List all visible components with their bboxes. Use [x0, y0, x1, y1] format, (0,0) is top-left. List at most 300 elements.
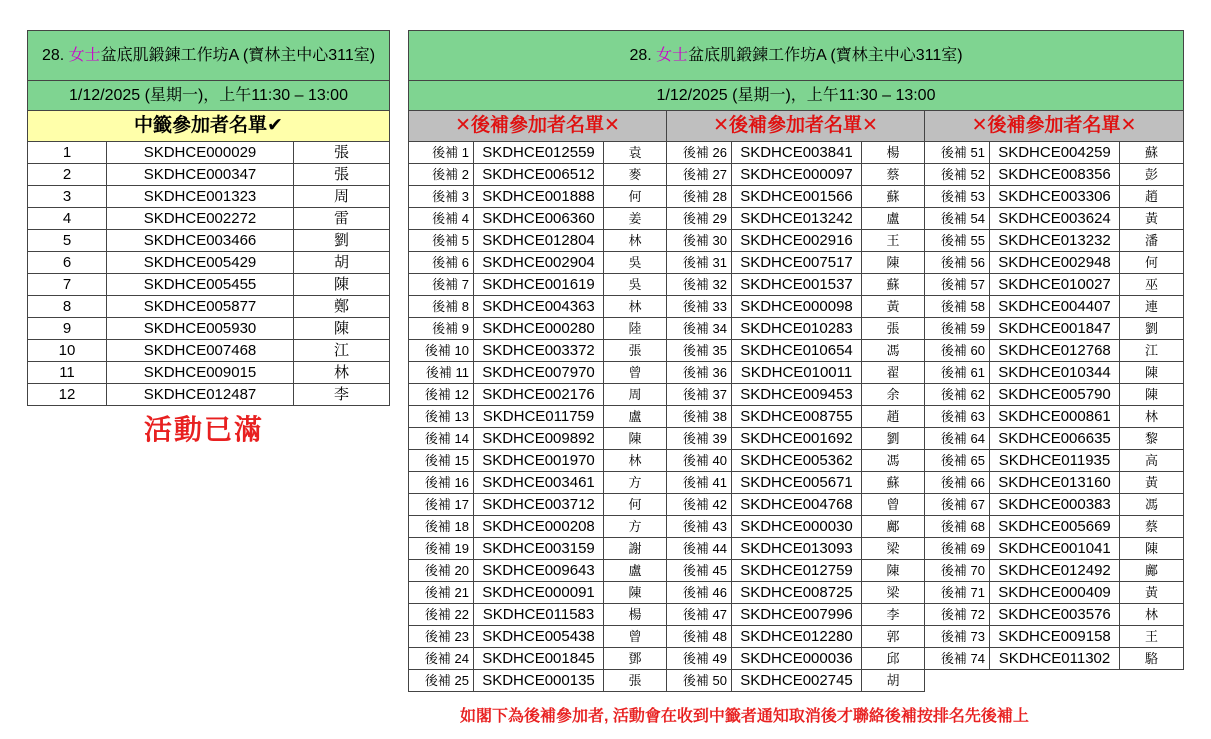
waitlist-number: 後補 61: [925, 362, 990, 384]
row-number: 6: [28, 252, 107, 274]
member-id: SKDHCE010344: [990, 362, 1120, 384]
surname: 余: [862, 384, 925, 406]
member-id: SKDHCE010283: [732, 318, 862, 340]
waitlist-heading-1: ✕後補參加者名單✕: [409, 111, 667, 142]
surname: 黃: [1120, 208, 1184, 230]
waitlist-number: 後補 50: [667, 670, 732, 692]
surname: 連: [1120, 296, 1184, 318]
waitlist-number: 後補 39: [667, 428, 732, 450]
waitlist-number: 後補 15: [409, 450, 474, 472]
waitlist-number: 後補 52: [925, 164, 990, 186]
surname: 駱: [1120, 648, 1184, 670]
member-id: SKDHCE003159: [474, 538, 604, 560]
surname: 王: [862, 230, 925, 252]
cross-icon: ✕: [862, 115, 878, 136]
row-number: 2: [28, 164, 107, 186]
surname: 李: [294, 384, 390, 406]
cross-icon: ✕: [971, 115, 988, 136]
table-row: [409, 164, 1184, 186]
row-number: 10: [28, 340, 107, 362]
member-id: SKDHCE012487: [107, 384, 294, 406]
member-id: SKDHCE011935: [990, 450, 1120, 472]
surname: 劉: [294, 230, 390, 252]
row-number: 12: [28, 384, 107, 406]
table-row: [28, 252, 390, 274]
member-id: SKDHCE000280: [474, 318, 604, 340]
waitlist-number: 後補 18: [409, 516, 474, 538]
member-id: SKDHCE008725: [732, 582, 862, 604]
surname: 高: [1120, 450, 1184, 472]
surname: 鄺: [862, 516, 925, 538]
surname: 袁: [604, 142, 667, 164]
waitlist-number: 後補 16: [409, 472, 474, 494]
surname: 陳: [1120, 362, 1184, 384]
surname: 盧: [862, 208, 925, 230]
member-id: SKDHCE012280: [732, 626, 862, 648]
surname: 陳: [294, 318, 390, 340]
table-row: [28, 296, 390, 318]
waitlist-number: 後補 71: [925, 582, 990, 604]
surname: 何: [604, 186, 667, 208]
member-id: SKDHCE013160: [990, 472, 1120, 494]
surname: 馮: [862, 340, 925, 362]
row-number: 3: [28, 186, 107, 208]
surname: 馮: [862, 450, 925, 472]
member-id: SKDHCE000135: [474, 670, 604, 692]
table-row: [28, 208, 390, 230]
waitlist-heading-3: ✕後補參加者名單✕: [925, 111, 1184, 142]
waitlist-number: 後補 28: [667, 186, 732, 208]
member-id: SKDHCE009643: [474, 560, 604, 582]
table-row: [409, 142, 1184, 164]
member-id: SKDHCE003372: [474, 340, 604, 362]
waitlist-number: 後補 20: [409, 560, 474, 582]
surname: 蘇: [862, 186, 925, 208]
member-id: SKDHCE005671: [732, 472, 862, 494]
member-id: SKDHCE001323: [107, 186, 294, 208]
member-id: SKDHCE010027: [990, 274, 1120, 296]
empty-cell: [925, 670, 1184, 692]
member-id: SKDHCE002272: [107, 208, 294, 230]
member-id: SKDHCE000098: [732, 296, 862, 318]
surname: 翟: [862, 362, 925, 384]
waitlist-number: 後補 47: [667, 604, 732, 626]
member-id: SKDHCE000029: [107, 142, 294, 164]
surname: 方: [604, 472, 667, 494]
member-id: SKDHCE005877: [107, 296, 294, 318]
waitlist-number: 後補 49: [667, 648, 732, 670]
table-row: [409, 230, 1184, 252]
waitlist-number: 後補 45: [667, 560, 732, 582]
surname: 林: [604, 230, 667, 252]
member-id: SKDHCE012559: [474, 142, 604, 164]
table-row: [409, 362, 1184, 384]
member-id: SKDHCE004259: [990, 142, 1120, 164]
surname: 胡: [294, 252, 390, 274]
surname: 黃: [1120, 472, 1184, 494]
member-id: SKDHCE001692: [732, 428, 862, 450]
waitlist-number: 後補 17: [409, 494, 474, 516]
member-id: SKDHCE003712: [474, 494, 604, 516]
member-id: SKDHCE001847: [990, 318, 1120, 340]
surname: 陳: [1120, 384, 1184, 406]
waitlist-number: 後補 34: [667, 318, 732, 340]
waitlist-number: 後補 32: [667, 274, 732, 296]
waitlist-number: 後補 73: [925, 626, 990, 648]
waitlist-number: 後補 37: [667, 384, 732, 406]
surname: 姜: [604, 208, 667, 230]
member-id: SKDHCE000030: [732, 516, 862, 538]
surname: 張: [294, 164, 390, 186]
cross-icon: ✕: [604, 115, 620, 136]
waitlist-number: 後補 41: [667, 472, 732, 494]
member-id: SKDHCE009015: [107, 362, 294, 384]
surname: 李: [862, 604, 925, 626]
waitlist-number: 後補 5: [409, 230, 474, 252]
surname: 曾: [862, 494, 925, 516]
surname: 趙: [1120, 186, 1184, 208]
member-id: SKDHCE000097: [732, 164, 862, 186]
surname: 彭: [1120, 164, 1184, 186]
member-id: SKDHCE013232: [990, 230, 1120, 252]
waitlist-number: 後補 56: [925, 252, 990, 274]
table-row: [28, 186, 390, 208]
member-id: SKDHCE012759: [732, 560, 862, 582]
table-row: [409, 406, 1184, 428]
member-id: SKDHCE005429: [107, 252, 294, 274]
surname: 何: [604, 494, 667, 516]
surname: 周: [604, 384, 667, 406]
waitlist-number: 後補 25: [409, 670, 474, 692]
table-row: [409, 670, 1184, 692]
surname: 盧: [604, 560, 667, 582]
waitlist-number: 後補 64: [925, 428, 990, 450]
surname: 周: [294, 186, 390, 208]
member-id: SKDHCE000091: [474, 582, 604, 604]
member-id: SKDHCE003576: [990, 604, 1120, 626]
table-row: [409, 626, 1184, 648]
member-id: SKDHCE000347: [107, 164, 294, 186]
member-id: SKDHCE004407: [990, 296, 1120, 318]
table-row: [28, 274, 390, 296]
member-id: SKDHCE005438: [474, 626, 604, 648]
table-row: [28, 340, 390, 362]
surname: 蘇: [862, 472, 925, 494]
table-row: [409, 186, 1184, 208]
row-number: 8: [28, 296, 107, 318]
row-number: 9: [28, 318, 107, 340]
table-row: [409, 472, 1184, 494]
waitlist-number: 後補 54: [925, 208, 990, 230]
member-id: SKDHCE001566: [732, 186, 862, 208]
table-row: [28, 384, 390, 406]
table-row: [409, 318, 1184, 340]
member-id: SKDHCE010654: [732, 340, 862, 362]
selected-rows: [28, 142, 390, 406]
waitlist-number: 後補 68: [925, 516, 990, 538]
waitlist-event-date: 1/12/2025 (星期一)，上午11:30 – 13:00: [409, 81, 1184, 111]
member-id: SKDHCE003306: [990, 186, 1120, 208]
member-id: SKDHCE010011: [732, 362, 862, 384]
waitlist-number: 後補 29: [667, 208, 732, 230]
surname: 林: [604, 296, 667, 318]
member-id: SKDHCE001619: [474, 274, 604, 296]
waitlist-number: 後補 60: [925, 340, 990, 362]
surname: 張: [294, 142, 390, 164]
cross-icon: ✕: [455, 115, 471, 136]
waitlist-number: 後補 36: [667, 362, 732, 384]
surname: 林: [1120, 406, 1184, 428]
member-id: SKDHCE006360: [474, 208, 604, 230]
member-id: SKDHCE006512: [474, 164, 604, 186]
waitlist-number: 後補 19: [409, 538, 474, 560]
surname: 鄺: [1120, 560, 1184, 582]
surname: 巫: [1120, 274, 1184, 296]
surname: 劉: [862, 428, 925, 450]
surname: 陳: [294, 274, 390, 296]
surname: 林: [604, 450, 667, 472]
surname: 吳: [604, 252, 667, 274]
member-id: SKDHCE008356: [990, 164, 1120, 186]
member-id: SKDHCE013093: [732, 538, 862, 560]
surname: 劉: [1120, 318, 1184, 340]
waitlist-table: [408, 30, 1184, 692]
waitlist-number: 後補 1: [409, 142, 474, 164]
member-id: SKDHCE002904: [474, 252, 604, 274]
surname: 馮: [1120, 494, 1184, 516]
selected-participants-table: [27, 30, 390, 406]
member-id: SKDHCE001041: [990, 538, 1120, 560]
waitlist-number: 後補 22: [409, 604, 474, 626]
surname: 謝: [604, 538, 667, 560]
surname: 陳: [1120, 538, 1184, 560]
member-id: SKDHCE005362: [732, 450, 862, 472]
waitlist-number: 後補 4: [409, 208, 474, 230]
member-id: SKDHCE000409: [990, 582, 1120, 604]
member-id: SKDHCE003841: [732, 142, 862, 164]
waitlist-number: 後補 65: [925, 450, 990, 472]
cross-icon: ✕: [1120, 115, 1137, 136]
surname: 陳: [604, 428, 667, 450]
waitlist-number: 後補 66: [925, 472, 990, 494]
row-number: 1: [28, 142, 107, 164]
surname: 蔡: [862, 164, 925, 186]
waitlist-number: 後補 33: [667, 296, 732, 318]
surname: 何: [1120, 252, 1184, 274]
waitlist-number: 後補 72: [925, 604, 990, 626]
surname: 鄭: [294, 296, 390, 318]
waitlist-number: 後補 69: [925, 538, 990, 560]
surname: 方: [604, 516, 667, 538]
waitlist-number: 後補 51: [925, 142, 990, 164]
waitlist-number: 後補 31: [667, 252, 732, 274]
member-id: SKDHCE005930: [107, 318, 294, 340]
waitlist-number: 後補 3: [409, 186, 474, 208]
waitlist-number: 後補 55: [925, 230, 990, 252]
table-row: [409, 274, 1184, 296]
waitlist-event-title: 28. 女士盆底肌鍛鍊工作坊A (寶林主中心311室): [409, 31, 1184, 81]
table-row: [409, 384, 1184, 406]
member-id: SKDHCE001970: [474, 450, 604, 472]
member-id: SKDHCE000208: [474, 516, 604, 538]
member-id: SKDHCE000861: [990, 406, 1120, 428]
member-id: SKDHCE012492: [990, 560, 1120, 582]
surname: 江: [1120, 340, 1184, 362]
member-id: SKDHCE000036: [732, 648, 862, 670]
surname: 林: [294, 362, 390, 384]
surname: 黎: [1120, 428, 1184, 450]
member-id: SKDHCE002948: [990, 252, 1120, 274]
waitlist-number: 後補 58: [925, 296, 990, 318]
surname: 陸: [604, 318, 667, 340]
check-icon: ✔: [267, 115, 283, 136]
waitlist-number: 後補 63: [925, 406, 990, 428]
waitlist-number: 後補 11: [409, 362, 474, 384]
surname: 郭: [862, 626, 925, 648]
waitlist-number: 後補 44: [667, 538, 732, 560]
waitlist-number: 後補 70: [925, 560, 990, 582]
table-row: [409, 582, 1184, 604]
member-id: SKDHCE004363: [474, 296, 604, 318]
waitlist-heading-2: ✕後補參加者名單✕: [667, 111, 925, 142]
member-id: SKDHCE001888: [474, 186, 604, 208]
waitlist-number: 後補 62: [925, 384, 990, 406]
surname: 麥: [604, 164, 667, 186]
member-id: SKDHCE002745: [732, 670, 862, 692]
table-row: [28, 142, 390, 164]
table-row: [409, 208, 1184, 230]
table-row: [409, 648, 1184, 670]
member-id: SKDHCE007970: [474, 362, 604, 384]
member-id: SKDHCE006635: [990, 428, 1120, 450]
surname: 潘: [1120, 230, 1184, 252]
waitlist-number: 後補 53: [925, 186, 990, 208]
member-id: SKDHCE002176: [474, 384, 604, 406]
event-number: 28.: [41, 47, 65, 64]
waitlist-number: 後補 21: [409, 582, 474, 604]
row-number: 5: [28, 230, 107, 252]
waitlist-number: 後補 27: [667, 164, 732, 186]
table-row: [28, 164, 390, 186]
member-id: SKDHCE009158: [990, 626, 1120, 648]
member-id: SKDHCE009892: [474, 428, 604, 450]
waitlist-number: 後補 6: [409, 252, 474, 274]
waitlist-number: 後補 7: [409, 274, 474, 296]
event-full-notice: 活動已滿: [144, 414, 265, 445]
row-number: 4: [28, 208, 107, 230]
member-id: SKDHCE013242: [732, 208, 862, 230]
member-id: SKDHCE007468: [107, 340, 294, 362]
table-row: [409, 604, 1184, 626]
member-id: SKDHCE008755: [732, 406, 862, 428]
member-id: SKDHCE002916: [732, 230, 862, 252]
surname: 蔡: [1120, 516, 1184, 538]
waitlist-number: 後補 13: [409, 406, 474, 428]
surname: 黃: [1120, 582, 1184, 604]
member-id: SKDHCE011583: [474, 604, 604, 626]
table-row: [409, 450, 1184, 472]
waitlist-number: 後補 26: [667, 142, 732, 164]
surname: 邱: [862, 648, 925, 670]
waitlist-number: 後補 14: [409, 428, 474, 450]
surname: 王: [1120, 626, 1184, 648]
surname: 楊: [604, 604, 667, 626]
event-title: [28, 31, 390, 81]
row-number: 11: [28, 362, 107, 384]
member-id: SKDHCE001845: [474, 648, 604, 670]
surname: 張: [604, 340, 667, 362]
table-row: [409, 494, 1184, 516]
surname: 陳: [862, 252, 925, 274]
waitlist-number: 後補 9: [409, 318, 474, 340]
waitlist-number: 後補 46: [667, 582, 732, 604]
surname: 陳: [862, 560, 925, 582]
waitlist-number: 後補 57: [925, 274, 990, 296]
table-row: [409, 340, 1184, 362]
surname: 盧: [604, 406, 667, 428]
waitlist-number: 後補 10: [409, 340, 474, 362]
waitlist-number: 後補 38: [667, 406, 732, 428]
waitlist-number: 後補 12: [409, 384, 474, 406]
surname: 鄧: [604, 648, 667, 670]
event-title-rest: 盆底肌鍛鍊工作坊A (寶林主中心311室): [100, 47, 376, 64]
surname: 蘇: [862, 274, 925, 296]
table-row: [409, 560, 1184, 582]
surname: 梁: [862, 538, 925, 560]
member-id: SKDHCE012768: [990, 340, 1120, 362]
waitlist-number: 後補 24: [409, 648, 474, 670]
member-id: SKDHCE012804: [474, 230, 604, 252]
surname: 雷: [294, 208, 390, 230]
cross-icon: ✕: [713, 115, 729, 136]
waitlist-number: 後補 35: [667, 340, 732, 362]
member-id: SKDHCE004768: [732, 494, 862, 516]
member-id: SKDHCE007517: [732, 252, 862, 274]
waitlist-number: 後補 74: [925, 648, 990, 670]
waitlist-number: 後補 59: [925, 318, 990, 340]
waitlist-number: 後補 43: [667, 516, 732, 538]
waitlist-note: 如閣下為後補參加者, 活動會在收到中籤者通知取消後才聯絡後補按排名先後補上: [460, 708, 1029, 725]
member-id: SKDHCE001537: [732, 274, 862, 296]
surname: 黃: [862, 296, 925, 318]
member-id: SKDHCE003461: [474, 472, 604, 494]
table-row: [28, 362, 390, 384]
event-date: 1/12/2025 (星期一)，上午11:30 – 13:00: [28, 81, 390, 111]
event-title-highlight: 女士: [68, 47, 101, 64]
selected-heading: 中籤參加者名單✔: [28, 111, 390, 142]
surname: 陳: [604, 582, 667, 604]
waitlist-number: 後補 30: [667, 230, 732, 252]
surname: 張: [604, 670, 667, 692]
surname: 曾: [604, 362, 667, 384]
member-id: SKDHCE003624: [990, 208, 1120, 230]
surname: 張: [862, 318, 925, 340]
member-id: SKDHCE011759: [474, 406, 604, 428]
table-row: [409, 516, 1184, 538]
surname: 蘇: [1120, 142, 1184, 164]
waitlist-number: 後補 40: [667, 450, 732, 472]
member-id: SKDHCE000383: [990, 494, 1120, 516]
table-row: [409, 252, 1184, 274]
table-row: [409, 296, 1184, 318]
waitlist-number: 後補 8: [409, 296, 474, 318]
table-row: [409, 428, 1184, 450]
waitlist-number: 後補 48: [667, 626, 732, 648]
member-id: SKDHCE007996: [732, 604, 862, 626]
member-id: SKDHCE005455: [107, 274, 294, 296]
table-row: [28, 230, 390, 252]
member-id: SKDHCE005790: [990, 384, 1120, 406]
